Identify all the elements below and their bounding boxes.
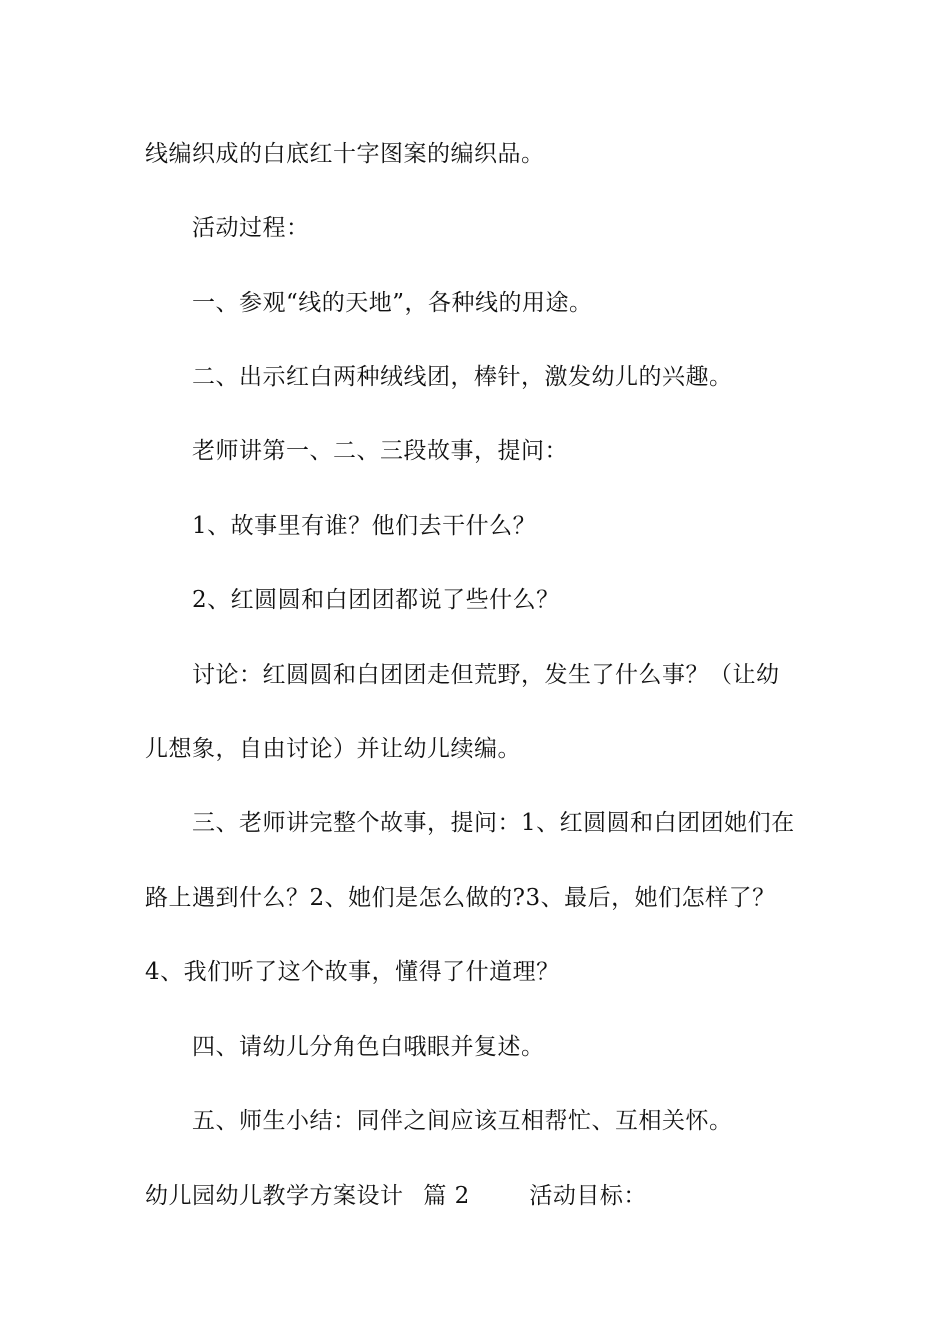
section-heading (145, 1181, 647, 1211)
paragraph-line: 4、我们听了这个故事，懂得了什道理？ (145, 959, 560, 985)
paragraph-line: 四、请幼儿分角色白哦眼并复述。 (192, 1034, 545, 1060)
paragraph-line: 儿想象，自由讨论）并让幼儿续编。 (145, 736, 521, 762)
section-subtitle: 活动目标： (529, 1183, 647, 1209)
section-title: 幼儿园幼儿教学方案设计 (145, 1183, 404, 1209)
paragraph-line: 五、师生小结：同伴之间应该互相帮忙、互相关怀。 (192, 1108, 733, 1134)
paragraph-line: 讨论：红圆圆和白团团走但荒野，发生了什么事？（让幼 (192, 662, 780, 688)
paragraph-line: 2、红圆圆和白团团都说了些什么？ (192, 587, 560, 613)
paragraph-line: 线编织成的白底红十字图案的编织品。 (145, 141, 545, 167)
paragraph-line: 一、参观“线的天地”，各种线的用途。 (192, 290, 593, 316)
paragraph-line: 老师讲第一、二、三段故事，提问： (192, 438, 568, 464)
paragraph-line: 三、老师讲完整个故事，提问：1、红圆圆和白团团她们在 (192, 810, 795, 836)
section-number: 篇 2 (423, 1183, 470, 1209)
paragraph-line: 二、出示红白两种绒线团，棒针，激发幼儿的兴趣。 (192, 364, 733, 390)
paragraph-line: 活动过程： (192, 215, 310, 241)
paragraph-line: 1、故事里有谁？他们去干什么？ (192, 513, 537, 539)
paragraph-line: 路上遇到什么？2、她们是怎么做的?3、最后，她们怎样了？ (145, 885, 776, 911)
